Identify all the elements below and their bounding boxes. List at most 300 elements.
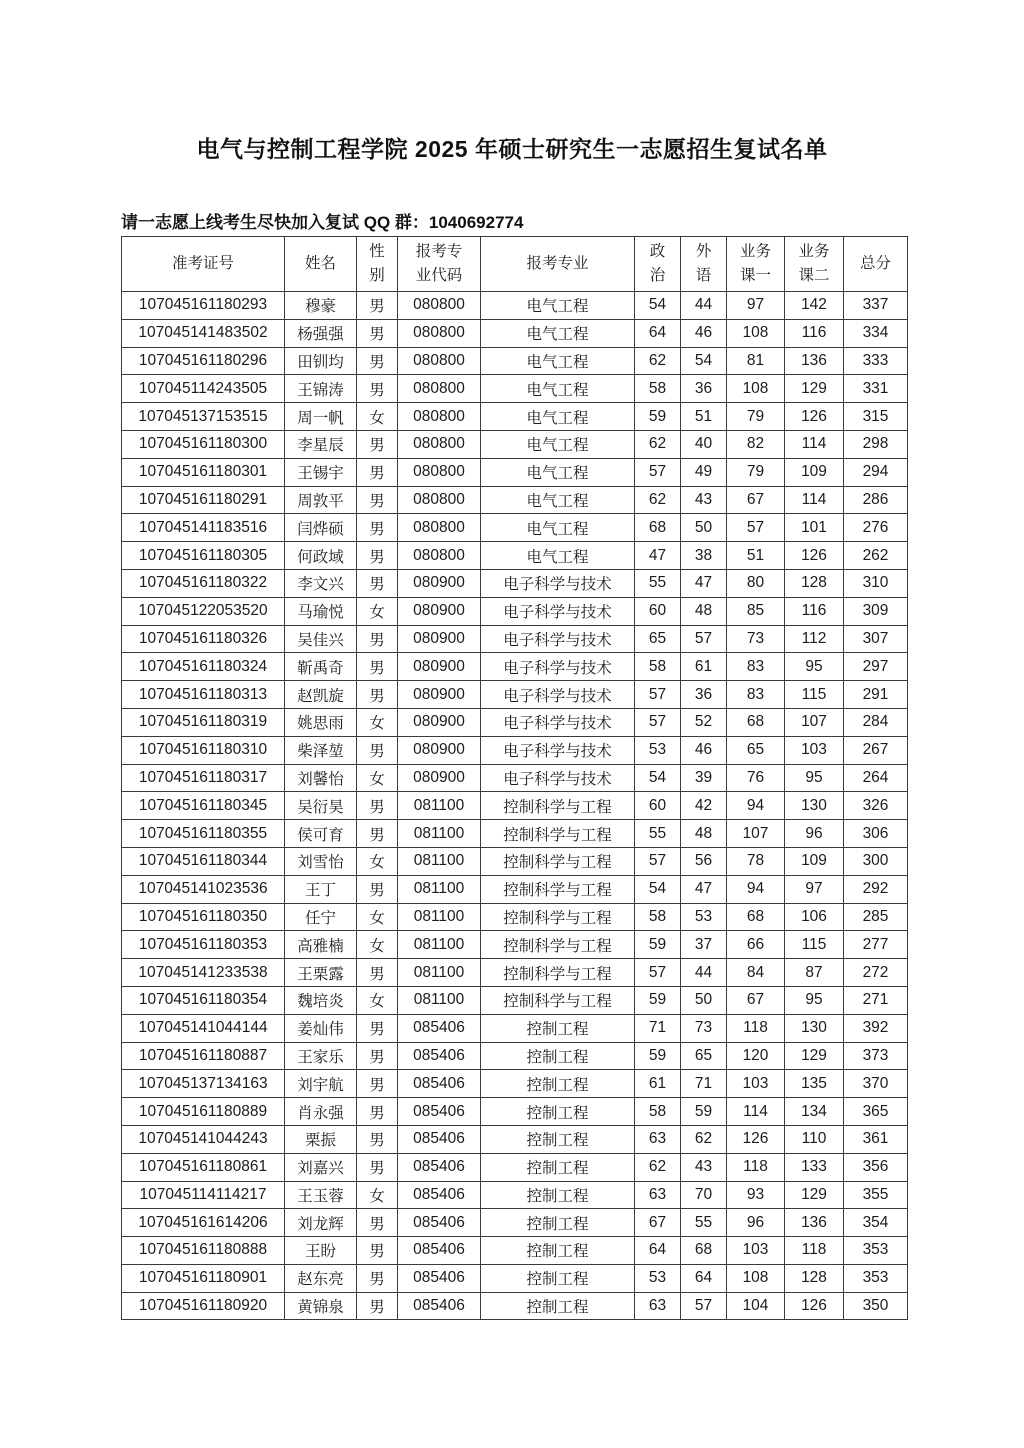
- cell-foreign_language: 52: [681, 708, 727, 736]
- cell-politics: 58: [635, 1098, 681, 1126]
- cell-name: 何政域: [285, 542, 357, 570]
- cell-major_code: 081100: [398, 931, 481, 959]
- cell-foreign_language: 49: [681, 458, 727, 486]
- cell-course2: 115: [785, 931, 844, 959]
- table-row: [122, 653, 908, 681]
- table-row: [122, 319, 908, 347]
- cell-major: 控制工程: [481, 1070, 635, 1098]
- cell-course2: 110: [785, 1125, 844, 1153]
- cell-major: 电子科学与技术: [481, 736, 635, 764]
- cell-course2: 115: [785, 681, 844, 709]
- cell-major: 电气工程: [481, 486, 635, 514]
- cell-total: 373: [844, 1042, 908, 1070]
- cell-total: 353: [844, 1264, 908, 1292]
- cell-gender: 男: [357, 319, 398, 347]
- admission-retest-table: [121, 236, 908, 1320]
- cell-admission_no: 107045114243505: [122, 375, 285, 403]
- cell-gender: 女: [357, 597, 398, 625]
- table-row: [122, 875, 908, 903]
- cell-major: 控制工程: [481, 1098, 635, 1126]
- cell-total: 284: [844, 708, 908, 736]
- cell-name: 刘雪怡: [285, 847, 357, 875]
- cell-course2: 97: [785, 875, 844, 903]
- cell-course2: 106: [785, 903, 844, 931]
- cell-course2: 126: [785, 1292, 844, 1320]
- cell-course1: 67: [727, 986, 785, 1014]
- cell-course2: 96: [785, 820, 844, 848]
- cell-major_code: 080800: [398, 292, 481, 320]
- table-row: [122, 1264, 908, 1292]
- cell-course1: 76: [727, 764, 785, 792]
- cell-politics: 62: [635, 486, 681, 514]
- cell-foreign_language: 37: [681, 931, 727, 959]
- cell-foreign_language: 51: [681, 403, 727, 431]
- cell-major: 控制工程: [481, 1209, 635, 1237]
- cell-course2: 129: [785, 1181, 844, 1209]
- cell-foreign_language: 48: [681, 597, 727, 625]
- cell-major: 控制工程: [481, 1153, 635, 1181]
- cell-politics: 59: [635, 1042, 681, 1070]
- cell-gender: 男: [357, 625, 398, 653]
- cell-politics: 63: [635, 1125, 681, 1153]
- cell-name: 王锡宇: [285, 458, 357, 486]
- cell-gender: 男: [357, 1070, 398, 1098]
- cell-politics: 58: [635, 903, 681, 931]
- cell-major_code: 081100: [398, 792, 481, 820]
- cell-course1: 108: [727, 1264, 785, 1292]
- table-row: [122, 820, 908, 848]
- cell-total: 334: [844, 319, 908, 347]
- cell-name: 王栗露: [285, 959, 357, 987]
- table-row: [122, 903, 908, 931]
- cell-politics: 53: [635, 736, 681, 764]
- cell-major_code: 085406: [398, 1125, 481, 1153]
- cell-foreign_language: 50: [681, 986, 727, 1014]
- cell-gender: 男: [357, 653, 398, 681]
- cell-major: 电气工程: [481, 430, 635, 458]
- cell-politics: 64: [635, 319, 681, 347]
- cell-course1: 79: [727, 403, 785, 431]
- cell-politics: 47: [635, 542, 681, 570]
- cell-course1: 120: [727, 1042, 785, 1070]
- cell-total: 331: [844, 375, 908, 403]
- cell-course2: 109: [785, 458, 844, 486]
- cell-admission_no: 107045161180889: [122, 1098, 285, 1126]
- cell-politics: 60: [635, 792, 681, 820]
- cell-major: 电子科学与技术: [481, 625, 635, 653]
- cell-politics: 68: [635, 514, 681, 542]
- cell-gender: 女: [357, 847, 398, 875]
- cell-gender: 男: [357, 486, 398, 514]
- cell-admission_no: 107045141183516: [122, 514, 285, 542]
- cell-major: 控制工程: [481, 1292, 635, 1320]
- cell-major_code: 080800: [398, 514, 481, 542]
- cell-foreign_language: 57: [681, 625, 727, 653]
- cell-course1: 66: [727, 931, 785, 959]
- cell-admission_no: 107045137153515: [122, 403, 285, 431]
- table-row: [122, 569, 908, 597]
- cell-name: 靳禹奇: [285, 653, 357, 681]
- cell-name: 吴衍昊: [285, 792, 357, 820]
- cell-admission_no: 107045161180324: [122, 653, 285, 681]
- cell-admission_no: 107045161180901: [122, 1264, 285, 1292]
- cell-major: 电气工程: [481, 375, 635, 403]
- cell-gender: 男: [357, 430, 398, 458]
- cell-foreign_language: 71: [681, 1070, 727, 1098]
- cell-total: 392: [844, 1014, 908, 1042]
- cell-admission_no: 107045161180310: [122, 736, 285, 764]
- cell-major_code: 081100: [398, 959, 481, 987]
- cell-course2: 87: [785, 959, 844, 987]
- cell-course1: 103: [727, 1070, 785, 1098]
- cell-course1: 68: [727, 708, 785, 736]
- cell-total: 298: [844, 430, 908, 458]
- cell-gender: 男: [357, 1264, 398, 1292]
- cell-admission_no: 107045161180319: [122, 708, 285, 736]
- cell-admission_no: 107045161180344: [122, 847, 285, 875]
- cell-politics: 59: [635, 986, 681, 1014]
- table-row: [122, 458, 908, 486]
- cell-major_code: 085406: [398, 1070, 481, 1098]
- cell-foreign_language: 38: [681, 542, 727, 570]
- cell-major_code: 080900: [398, 708, 481, 736]
- cell-politics: 63: [635, 1181, 681, 1209]
- cell-politics: 62: [635, 1153, 681, 1181]
- table-row: [122, 736, 908, 764]
- cell-course1: 68: [727, 903, 785, 931]
- cell-admission_no: 107045141233538: [122, 959, 285, 987]
- cell-major_code: 080800: [398, 319, 481, 347]
- cell-foreign_language: 70: [681, 1181, 727, 1209]
- cell-gender: 女: [357, 764, 398, 792]
- table-row: [122, 959, 908, 987]
- cell-foreign_language: 39: [681, 764, 727, 792]
- column-header-course1: 业务 课一: [727, 237, 785, 292]
- cell-foreign_language: 36: [681, 681, 727, 709]
- column-header-name: 姓名: [285, 237, 357, 292]
- cell-major: 电气工程: [481, 347, 635, 375]
- cell-course2: 118: [785, 1237, 844, 1265]
- cell-total: 326: [844, 792, 908, 820]
- cell-name: 王家乐: [285, 1042, 357, 1070]
- cell-course2: 130: [785, 792, 844, 820]
- cell-course1: 65: [727, 736, 785, 764]
- cell-foreign_language: 46: [681, 319, 727, 347]
- cell-politics: 57: [635, 847, 681, 875]
- cell-name: 杨强强: [285, 319, 357, 347]
- cell-politics: 55: [635, 820, 681, 848]
- cell-admission_no: 107045161180305: [122, 542, 285, 570]
- cell-name: 闫烨硕: [285, 514, 357, 542]
- cell-course2: 103: [785, 736, 844, 764]
- cell-admission_no: 107045161180354: [122, 986, 285, 1014]
- cell-admission_no: 107045161180301: [122, 458, 285, 486]
- cell-foreign_language: 62: [681, 1125, 727, 1153]
- cell-major_code: 081100: [398, 986, 481, 1014]
- cell-politics: 67: [635, 1209, 681, 1237]
- cell-major: 控制科学与工程: [481, 875, 635, 903]
- cell-course2: 114: [785, 486, 844, 514]
- cell-admission_no: 107045141023536: [122, 875, 285, 903]
- cell-major_code: 080800: [398, 347, 481, 375]
- cell-foreign_language: 64: [681, 1264, 727, 1292]
- cell-major: 控制工程: [481, 1125, 635, 1153]
- cell-politics: 54: [635, 292, 681, 320]
- cell-course1: 107: [727, 820, 785, 848]
- table-row: [122, 403, 908, 431]
- cell-name: 李文兴: [285, 569, 357, 597]
- cell-major_code: 080800: [398, 375, 481, 403]
- cell-course2: 133: [785, 1153, 844, 1181]
- cell-major_code: 080800: [398, 403, 481, 431]
- column-header-course2: 业务 课二: [785, 237, 844, 292]
- cell-course2: 116: [785, 597, 844, 625]
- cell-major: 控制科学与工程: [481, 792, 635, 820]
- cell-gender: 男: [357, 1292, 398, 1320]
- cell-name: 刘龙辉: [285, 1209, 357, 1237]
- cell-course2: 107: [785, 708, 844, 736]
- cell-gender: 男: [357, 736, 398, 764]
- cell-course1: 97: [727, 292, 785, 320]
- cell-name: 周一帆: [285, 403, 357, 431]
- cell-course2: 95: [785, 764, 844, 792]
- table-row: [122, 681, 908, 709]
- cell-course1: 108: [727, 375, 785, 403]
- cell-course1: 94: [727, 875, 785, 903]
- cell-total: 262: [844, 542, 908, 570]
- column-header-major_code: 报考专 业代码: [398, 237, 481, 292]
- cell-course2: 135: [785, 1070, 844, 1098]
- cell-major: 电气工程: [481, 542, 635, 570]
- cell-major: 电子科学与技术: [481, 653, 635, 681]
- cell-major_code: 085406: [398, 1209, 481, 1237]
- cell-total: 356: [844, 1153, 908, 1181]
- cell-major: 电子科学与技术: [481, 597, 635, 625]
- table-row: [122, 1181, 908, 1209]
- cell-major_code: 080900: [398, 736, 481, 764]
- cell-name: 田钏均: [285, 347, 357, 375]
- cell-admission_no: 107045161180300: [122, 430, 285, 458]
- cell-total: 285: [844, 903, 908, 931]
- cell-politics: 58: [635, 375, 681, 403]
- cell-total: 315: [844, 403, 908, 431]
- cell-total: 276: [844, 514, 908, 542]
- cell-major_code: 081100: [398, 875, 481, 903]
- cell-name: 栗振: [285, 1125, 357, 1153]
- cell-name: 赵凯旋: [285, 681, 357, 709]
- cell-major: 控制科学与工程: [481, 847, 635, 875]
- cell-name: 王盼: [285, 1237, 357, 1265]
- cell-admission_no: 107045161614206: [122, 1209, 285, 1237]
- cell-politics: 61: [635, 1070, 681, 1098]
- cell-total: 309: [844, 597, 908, 625]
- cell-politics: 58: [635, 653, 681, 681]
- cell-gender: 男: [357, 1237, 398, 1265]
- cell-total: 365: [844, 1098, 908, 1126]
- cell-politics: 64: [635, 1237, 681, 1265]
- cell-course2: 101: [785, 514, 844, 542]
- cell-name: 刘宇航: [285, 1070, 357, 1098]
- table-row: [122, 1125, 908, 1153]
- cell-admission_no: 107045141044243: [122, 1125, 285, 1153]
- cell-total: 337: [844, 292, 908, 320]
- cell-foreign_language: 61: [681, 653, 727, 681]
- cell-foreign_language: 48: [681, 820, 727, 848]
- cell-major: 控制工程: [481, 1042, 635, 1070]
- cell-course1: 73: [727, 625, 785, 653]
- cell-course1: 118: [727, 1153, 785, 1181]
- cell-course2: 142: [785, 292, 844, 320]
- cell-major_code: 080800: [398, 486, 481, 514]
- table-row: [122, 764, 908, 792]
- table-row: [122, 1042, 908, 1070]
- cell-gender: 女: [357, 403, 398, 431]
- cell-foreign_language: 65: [681, 1042, 727, 1070]
- cell-admission_no: 107045161180350: [122, 903, 285, 931]
- cell-admission_no: 107045161180355: [122, 820, 285, 848]
- cell-major: 电气工程: [481, 319, 635, 347]
- cell-course1: 104: [727, 1292, 785, 1320]
- cell-gender: 女: [357, 931, 398, 959]
- column-header-gender: 性 别: [357, 237, 398, 292]
- cell-name: 穆豪: [285, 292, 357, 320]
- cell-total: 291: [844, 681, 908, 709]
- cell-course1: 82: [727, 430, 785, 458]
- cell-admission_no: 107045141044144: [122, 1014, 285, 1042]
- cell-name: 赵东亮: [285, 1264, 357, 1292]
- column-header-total: 总分: [844, 237, 908, 292]
- table-row: [122, 792, 908, 820]
- cell-course1: 126: [727, 1125, 785, 1153]
- cell-course1: 103: [727, 1237, 785, 1265]
- cell-major: 控制工程: [481, 1181, 635, 1209]
- cell-total: 264: [844, 764, 908, 792]
- cell-major: 电子科学与技术: [481, 681, 635, 709]
- cell-admission_no: 107045161180861: [122, 1153, 285, 1181]
- cell-major_code: 080800: [398, 542, 481, 570]
- cell-name: 周敦平: [285, 486, 357, 514]
- cell-politics: 62: [635, 430, 681, 458]
- cell-total: 353: [844, 1237, 908, 1265]
- cell-course1: 85: [727, 597, 785, 625]
- cell-course2: 129: [785, 375, 844, 403]
- cell-foreign_language: 36: [681, 375, 727, 403]
- cell-name: 吴佳兴: [285, 625, 357, 653]
- table-row: [122, 542, 908, 570]
- cell-foreign_language: 44: [681, 959, 727, 987]
- cell-major: 控制工程: [481, 1014, 635, 1042]
- column-header-politics: 政 治: [635, 237, 681, 292]
- cell-foreign_language: 56: [681, 847, 727, 875]
- cell-name: 刘嘉兴: [285, 1153, 357, 1181]
- cell-total: 350: [844, 1292, 908, 1320]
- cell-foreign_language: 50: [681, 514, 727, 542]
- cell-total: 272: [844, 959, 908, 987]
- cell-major: 电气工程: [481, 292, 635, 320]
- cell-gender: 男: [357, 514, 398, 542]
- cell-course2: 112: [785, 625, 844, 653]
- cell-major_code: 085406: [398, 1292, 481, 1320]
- cell-total: 277: [844, 931, 908, 959]
- cell-total: 294: [844, 458, 908, 486]
- cell-major_code: 080800: [398, 458, 481, 486]
- cell-foreign_language: 73: [681, 1014, 727, 1042]
- cell-admission_no: 107045161180888: [122, 1237, 285, 1265]
- cell-gender: 男: [357, 542, 398, 570]
- cell-gender: 男: [357, 1098, 398, 1126]
- cell-course2: 134: [785, 1098, 844, 1126]
- cell-total: 361: [844, 1125, 908, 1153]
- cell-total: 354: [844, 1209, 908, 1237]
- cell-major: 电子科学与技术: [481, 569, 635, 597]
- cell-major_code: 085406: [398, 1181, 481, 1209]
- cell-foreign_language: 54: [681, 347, 727, 375]
- cell-admission_no: 107045161180322: [122, 569, 285, 597]
- cell-admission_no: 107045137134163: [122, 1070, 285, 1098]
- cell-name: 刘馨怡: [285, 764, 357, 792]
- cell-total: 286: [844, 486, 908, 514]
- cell-gender: 女: [357, 708, 398, 736]
- cell-gender: 女: [357, 986, 398, 1014]
- cell-major_code: 080900: [398, 569, 481, 597]
- cell-major: 控制科学与工程: [481, 986, 635, 1014]
- cell-admission_no: 107045161180296: [122, 347, 285, 375]
- cell-name: 高雅楠: [285, 931, 357, 959]
- cell-total: 306: [844, 820, 908, 848]
- cell-politics: 59: [635, 931, 681, 959]
- cell-name: 柴泽堃: [285, 736, 357, 764]
- cell-politics: 57: [635, 681, 681, 709]
- cell-gender: 男: [357, 820, 398, 848]
- cell-foreign_language: 40: [681, 430, 727, 458]
- cell-foreign_language: 57: [681, 1292, 727, 1320]
- cell-name: 黄锦泉: [285, 1292, 357, 1320]
- cell-course1: 51: [727, 542, 785, 570]
- table-row: [122, 292, 908, 320]
- cell-politics: 53: [635, 1264, 681, 1292]
- table-row: [122, 347, 908, 375]
- table-row: [122, 514, 908, 542]
- cell-gender: 男: [357, 875, 398, 903]
- table-row: [122, 1153, 908, 1181]
- cell-gender: 男: [357, 1153, 398, 1181]
- cell-major: 控制科学与工程: [481, 820, 635, 848]
- cell-admission_no: 107045161180291: [122, 486, 285, 514]
- cell-politics: 57: [635, 708, 681, 736]
- cell-total: 267: [844, 736, 908, 764]
- cell-politics: 57: [635, 458, 681, 486]
- cell-foreign_language: 47: [681, 875, 727, 903]
- cell-foreign_language: 46: [681, 736, 727, 764]
- table-row: [122, 847, 908, 875]
- page-title: 电气与控制工程学院 2025 年硕士研究生一志愿招生复试名单: [196, 136, 828, 162]
- cell-admission_no: 107045161180345: [122, 792, 285, 820]
- cell-course2: 128: [785, 1264, 844, 1292]
- table-row: [122, 986, 908, 1014]
- cell-total: 307: [844, 625, 908, 653]
- cell-major_code: 085406: [398, 1014, 481, 1042]
- table-row: [122, 1014, 908, 1042]
- cell-total: 292: [844, 875, 908, 903]
- cell-politics: 62: [635, 347, 681, 375]
- cell-course1: 79: [727, 458, 785, 486]
- cell-major: 电子科学与技术: [481, 708, 635, 736]
- cell-course2: 136: [785, 347, 844, 375]
- cell-gender: 男: [357, 1209, 398, 1237]
- cell-course1: 81: [727, 347, 785, 375]
- table-row: [122, 1070, 908, 1098]
- cell-major_code: 085406: [398, 1237, 481, 1265]
